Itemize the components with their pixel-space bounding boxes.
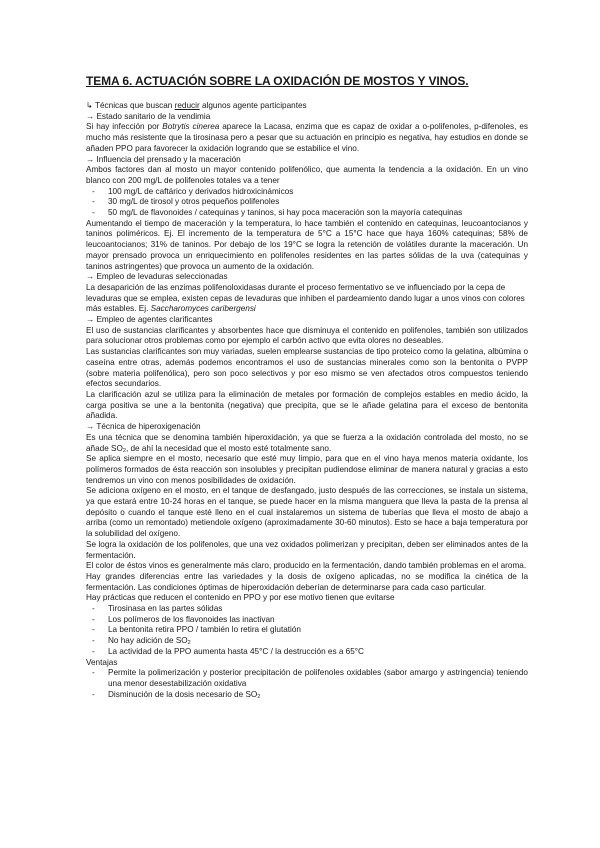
text-fragment: Si hay infección por xyxy=(86,122,163,132)
text-fragment: , de ahí la necesidad que el mosto esté totalmente sano. xyxy=(125,443,332,453)
document-title: TEMA 6. ACTUACIÓN SOBRE LA OXIDACIÓN DE MOSTOS Y VINOS. xyxy=(86,74,469,88)
paragraph-prensado-1: Ambos factores dan al mosto un mayor contenido polifenólico, que aumenta la tendencia a la oxidación. En un vino blanco con 200 mg/L de polifenoles totales va a tener xyxy=(86,165,528,185)
ventajas-label: Ventajas xyxy=(86,657,118,667)
intro-keyword: reducir xyxy=(174,101,200,110)
list-item: - Permite la polimerización y posterior precipitación de polifenoles oxidables (sabor amargo y astringencia) teniendo una menor desestabilización oxidativa xyxy=(90,668,528,689)
subscript: 2 xyxy=(257,693,261,700)
paragraph-levaduras xyxy=(86,283,528,315)
heading-prensado: → Influencia del prensado y la maceración xyxy=(86,154,241,164)
subscript: 2 xyxy=(122,447,126,454)
heading-sanitario: → Estado sanitario de la vendimia xyxy=(86,111,211,121)
practicas-list xyxy=(86,604,528,658)
paragraph-hiperox-3: Se adiciona oxígeno en el mosto, en el tanque de desfangado, justo después de las correcciones, se instala un sistema, ya que estará entre 10-24 horas en el tanque, se puede hacer en la misma manguera que lleva la pasta de la prensa al depósito o cuando el tanque esté lleno en el cual instalaremos un sistema de tuberías que lleva el mosto de abajo a arriba (como un remontado) metiendole oxígeno (aproximadamente 30-60 minutos). Esto se hace a baja temperatura por la solubilidad del oxígeno. xyxy=(86,486,528,539)
text-fragment: No hay adición de SO xyxy=(108,636,188,646)
polifenoles-list xyxy=(86,187,528,219)
heading-hiperoxigenacion: → Técnica de hiperoxigenación xyxy=(86,422,201,432)
paragraph-sanitario xyxy=(86,122,528,154)
intro-prefix: ↳ Técnicas que buscan xyxy=(86,101,175,110)
paragraph-hiperox-5: El color de éstos vinos es generalmente más claro, producido en la fermentación, dando también problemas en el aroma. xyxy=(86,561,527,571)
paragraph-hiperox-7: Hay prácticas que reducen el contenido en PPO y por ese motivo tienen que evitarse xyxy=(86,593,395,603)
paragraph-clarificantes-1: El uso de sustancias clarificantes y absorbentes hace que disminuya el contenido en polifenoles, también son utilizados para solucionar otros problemas como por ejemplo el carbón activo que evita olores no deseables. xyxy=(86,325,528,346)
intro-suffix: algunos agente participantes xyxy=(199,101,307,110)
list-item: - 100 mg/L de caftárico y derivados hidroxicinámicos xyxy=(90,187,528,198)
paragraph-hiperox-2: Se aplica siempre en el mosto, necesario que esté muy limpio, para que en el vino haya menos materia oxidante, los polímeros formados de ésta reacción son insolubles y precipitan pudiendose eliminar de manera natural y gracias a esto tendremos un vino con menos posibilidades de oxidación. xyxy=(86,454,528,485)
intro-line xyxy=(86,101,528,112)
heading-clarificantes: → Empleo de agentes clarificantes xyxy=(86,315,213,325)
document-body xyxy=(86,101,528,700)
paragraph-hiperox-6: Hay grandes diferencias entre las variedades y la dosis de oxígeno aplicadas, no se modifica la cinética de la fermentación. Las condiciones óptimas de hiperoxidación deberían de determinarse para cada caso particular. xyxy=(86,571,528,592)
ventajas-list xyxy=(86,668,528,700)
text-fragment: La desaparición de las enzimas polifenoloxidasas durante el proceso fermentativo se ve influenciado por la cepa de levaduras que se emplea, existen cepas de levaduras que inhiben el pardeamiento dando lugar a unos vinos con colores más estables. Ej. xyxy=(86,282,525,314)
text-fragment: Es una técnica que se denomina también hiperoxidación, ya que se fuerza a la oxidación controlada del mosto, no se añade SO xyxy=(86,432,528,453)
list-item xyxy=(90,636,528,647)
list-item: - Tirosinasa en las partes sólidas xyxy=(90,604,528,615)
list-item xyxy=(90,690,528,701)
paragraph-hiperox-1 xyxy=(86,433,528,454)
list-item: - La bentonita retira PPO / también lo retira el glutatión xyxy=(90,625,528,636)
subscript: 2 xyxy=(187,640,191,647)
heading-levaduras: → Empleo de levaduras seleccionadas xyxy=(86,272,228,282)
list-item: - La actividad de la PPO aumenta hasta 45°C / la destrucción es a 65°C xyxy=(90,647,528,658)
list-item: - Los polímeros de los flavonoides las inactivan xyxy=(90,615,528,626)
paragraph-clarificantes-3: La clarificación azul se utiliza para la eliminación de metales por formación de complejos estables en medio ácido, la carga positiva se une a la bentonita (negativa) que precipita, que se le añade gelatina para el exceso de bentonita añadida. xyxy=(86,389,528,421)
paragraph-hiperox-4: Se logra la oxidación de los polifenoles, que una vez oxidados polimerizan y precipitan, deben ser eliminados antes de la fermentación. xyxy=(86,539,528,560)
text-fragment: Disminución de la dosis necesario de SO xyxy=(108,689,258,699)
list-item: - 30 mg/L de tirosol y otros pequeños polifenoles xyxy=(90,197,528,208)
species-name: Botrytis cinerea xyxy=(162,122,220,132)
species-name: Saccharomyces caribergensi xyxy=(150,304,256,314)
text-fragment: aparece la Lacasa, enzima que es capaz de oxidar a o-polifenoles, p-difenoles, es mucho más resistente que la tirosinasa pero a pesar que su actuación en principio es negativa, hay estudios en donde se añaden PPO para favorecer la oxidación logrando que se estabilice el vino. xyxy=(86,122,528,153)
paragraph-clarificantes-2: Las sustancias clarificantes son muy variadas, suelen emplearse sustancias de tipo proteico como la gelatina, albúmina o caseína entre otras, además podemos encontramos el uso de sustancias minerales como son la bentonita o PVPP (sobre materia polifenólica), pero son poco selectivos y por eso mismo se ven afectados otros compuestos teniendo efectos secundarios. xyxy=(86,347,528,389)
list-item: - 50 mg/L de flavonoides / catequinas y taninos, si hay poca maceración son la mayoría catequinas xyxy=(90,208,528,219)
paragraph-prensado-2: Aumentando el tiempo de maceración y la temperatura, lo hace también el contenido en catequinas, leucoantocianos y taninos poliméricos. Ej. El incremento de la temperatura de 5°C a 15°C hace que haya 160% catequinas; 58% de leucoantocianos; 31% de taninos. Por debajo de los 19°C se logra la retención de volátiles durante la maceración. Un mayor prensado provoca un enriquecimiento en polifenoles residentes en las partes sólidas de la uva (catequinas y taninos astringentes) que provoca un aumento de la oxidación. xyxy=(86,218,528,271)
